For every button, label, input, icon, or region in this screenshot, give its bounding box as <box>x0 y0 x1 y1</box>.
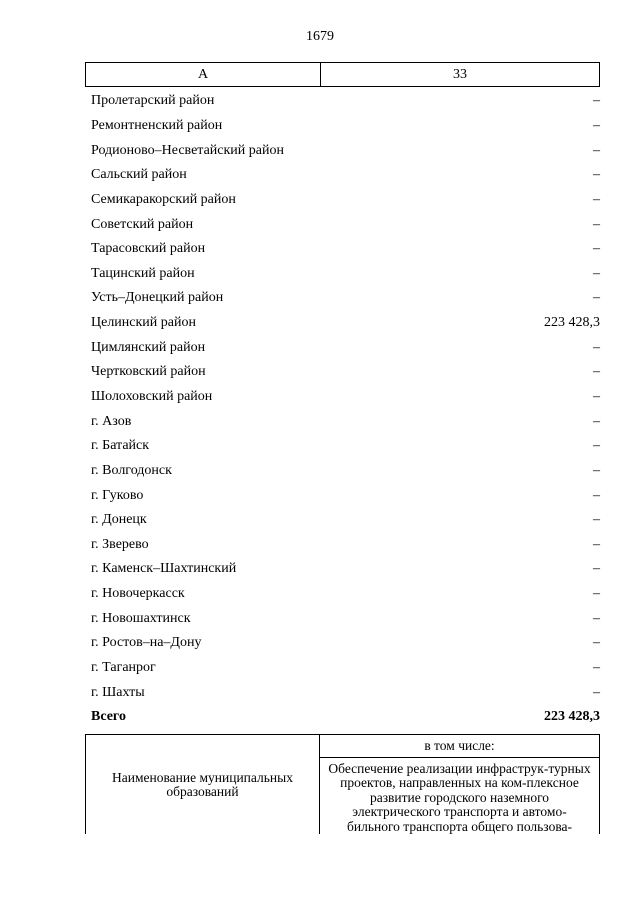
table-row <box>85 311 600 336</box>
municipality-name: г. Донецк <box>91 512 147 528</box>
municipality-name: г. Новошахтинск <box>91 610 191 626</box>
table-row <box>85 360 600 385</box>
amount-value: – <box>593 339 600 355</box>
municipality-name: г. Волгодонск <box>91 462 172 478</box>
table-row <box>85 680 600 705</box>
total-value: 223 428,3 <box>544 709 600 725</box>
table-row <box>85 508 600 533</box>
amount-value: – <box>593 462 600 478</box>
amount-value: – <box>593 117 600 133</box>
amount-value: – <box>593 364 600 380</box>
amount-value: – <box>593 167 600 183</box>
amount-value: – <box>593 487 600 503</box>
amount-value: – <box>593 586 600 602</box>
municipality-name: Сальский район <box>91 167 187 183</box>
amount-value: – <box>593 684 600 700</box>
amount-value: – <box>593 536 600 552</box>
total-label: Всего <box>91 709 126 725</box>
table-row <box>85 335 600 360</box>
table-row <box>85 631 600 656</box>
municipality-name: Усть–Донецкий район <box>91 290 224 306</box>
next-table-header <box>85 734 600 834</box>
project-description: Обеспечение реализации инфраструк-турных проектов, направленных на ком-плексное развитие городского наземного электрического транспорта и автомо-бильного транспорта общего пользова- <box>328 760 591 834</box>
municipality-name: г. Батайск <box>91 438 150 454</box>
municipality-name: Чертковский район <box>91 364 206 380</box>
amount-value: – <box>593 93 600 109</box>
table-row <box>85 557 600 582</box>
table-row <box>85 606 600 631</box>
municipality-name: г. Шахты <box>91 684 145 700</box>
municipality-name: Целинский район <box>91 315 196 331</box>
municipality-name: Тарасовский район <box>91 241 206 257</box>
table-row <box>85 286 600 311</box>
table-row <box>85 459 600 484</box>
municipality-name: Тацинский район <box>91 265 195 281</box>
header-column-a: А <box>86 63 321 86</box>
table-row <box>85 138 600 163</box>
municipality-name: Родионово–Несветайский район <box>91 142 284 158</box>
table-body <box>85 89 600 730</box>
amount-value: – <box>593 142 600 158</box>
amount-value: – <box>593 290 600 306</box>
municipality-name: Семикаракорский район <box>91 191 236 207</box>
subsidy-column-header <box>320 735 599 834</box>
table-row <box>85 656 600 681</box>
table-row <box>85 237 600 262</box>
table-row <box>85 261 600 286</box>
municipality-name: г. Гуково <box>91 487 144 503</box>
municipality-name: Ремонтненский район <box>91 117 223 133</box>
municipality-name: г. Азов <box>91 413 132 429</box>
table-row <box>85 188 600 213</box>
municipality-name: г. Каменск–Шахтинский <box>91 561 237 577</box>
amount-value: – <box>593 241 600 257</box>
municipality-name: г. Новочеркасск <box>91 586 185 602</box>
municipality-name: г. Зверево <box>91 536 149 552</box>
amount-value: – <box>593 660 600 676</box>
amount-value: – <box>593 191 600 207</box>
amount-value: – <box>593 216 600 232</box>
table-row <box>85 533 600 558</box>
amount-value: 223 428,3 <box>544 315 600 331</box>
table-row <box>85 114 600 139</box>
table-row <box>85 434 600 459</box>
header-column-33: 33 <box>453 66 467 82</box>
municipality-name: Советский район <box>91 216 194 232</box>
municipality-name: г. Ростов–на–Дону <box>91 635 202 651</box>
including-subheader: в том числе: <box>320 735 599 758</box>
table-row <box>85 409 600 434</box>
amount-value: – <box>593 512 600 528</box>
total-row <box>85 705 600 730</box>
amount-value: – <box>593 635 600 651</box>
page-number: 1679 <box>306 29 334 44</box>
table-row <box>85 212 600 237</box>
table-row <box>85 385 600 410</box>
amount-value: – <box>593 265 600 281</box>
amount-value: – <box>593 389 600 404</box>
municipality-column-header: Наименование муниципальных образований <box>86 735 320 834</box>
table-row <box>85 582 600 607</box>
amount-value: – <box>593 561 600 577</box>
amount-value: – <box>593 438 600 454</box>
amount-value: – <box>593 413 600 429</box>
municipality-name: Шолоховский район <box>91 389 213 404</box>
municipality-name: Цимлянский район <box>91 339 206 355</box>
table-row <box>85 483 600 508</box>
municipality-name: г. Таганрог <box>91 660 156 676</box>
table-row <box>85 89 600 114</box>
table-header <box>85 62 600 87</box>
table-row <box>85 163 600 188</box>
municipality-name: Пролетарский район <box>91 93 215 109</box>
amount-value: – <box>593 610 600 626</box>
